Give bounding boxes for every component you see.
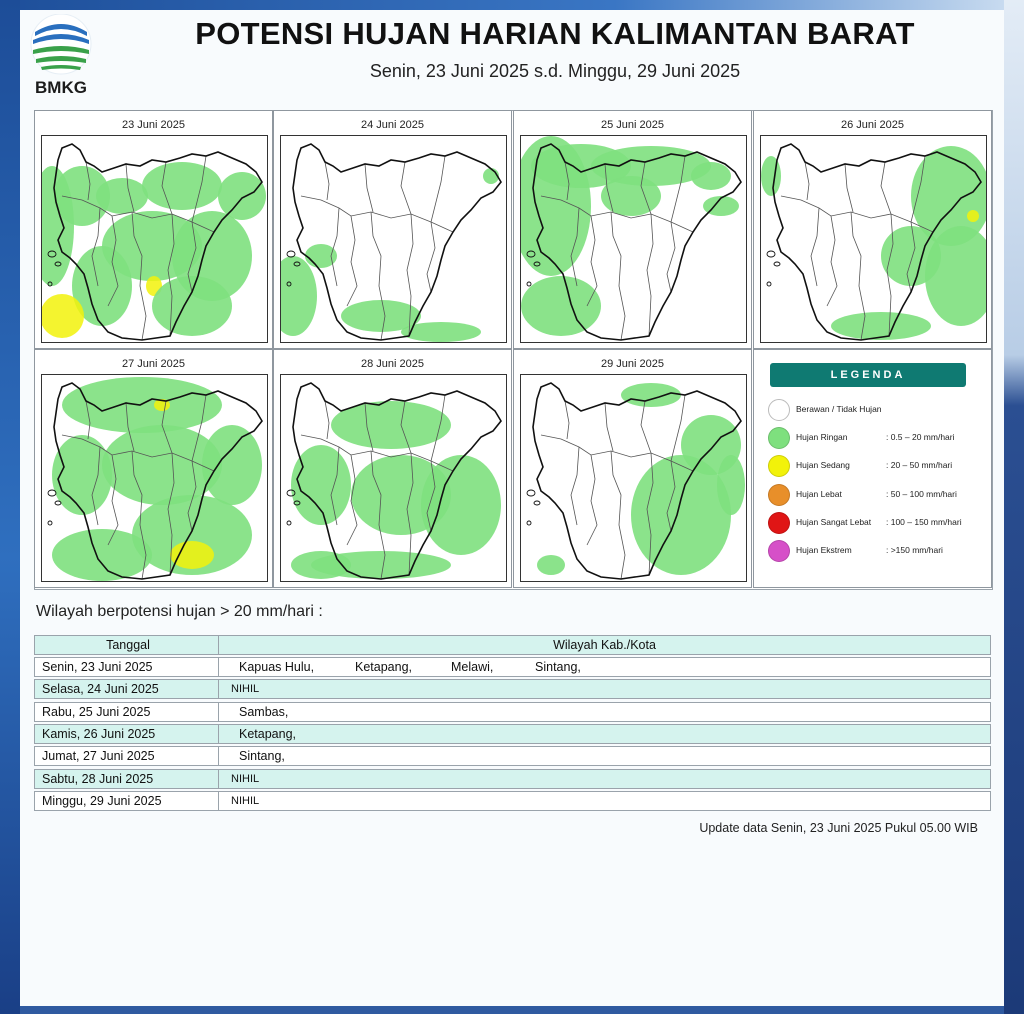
row-date: Jumat, 27 Juni 2025 (34, 746, 222, 766)
legend-item-ringan (768, 427, 990, 449)
rain-area-ringan (96, 178, 148, 214)
legend-range: : >150 mm/hari (886, 545, 943, 555)
area-name: Kapuas Hulu, (239, 660, 315, 674)
regency-border (431, 156, 445, 222)
legend-box (753, 349, 992, 588)
row-areas (218, 746, 991, 766)
legend-item-sedang (768, 455, 990, 477)
legend-name: Berawan / Tidak Hujan (796, 404, 882, 414)
page-subtitle: Senin, 23 Juni 2025 s.d. Minggu, 29 Juni 2025 (369, 61, 741, 81)
rain-area-ringan (421, 455, 501, 555)
area-name: Ketapang, (355, 660, 412, 674)
rain-area-ringan (218, 172, 266, 220)
regency-border (647, 214, 653, 336)
island-outline (287, 251, 295, 257)
legend-swatch (768, 427, 790, 449)
legend-swatch (768, 455, 790, 477)
map-panel-day-3[interactable] (513, 110, 752, 349)
table-row (34, 679, 991, 699)
map-panel-day-7[interactable] (513, 349, 752, 588)
island-outline (55, 501, 61, 505)
regency-border (331, 208, 339, 286)
regency-border (667, 222, 675, 292)
regency-border (611, 451, 625, 579)
legend-title: LEGENDA (770, 363, 966, 387)
map-panel-day-6[interactable] (273, 349, 512, 588)
row-date: Sabtu, 28 Juni 2025 (34, 769, 222, 789)
rain-map (520, 374, 747, 582)
table-row (34, 769, 991, 789)
area-name: Ketapang, (239, 726, 296, 741)
island-outline (527, 490, 535, 496)
map-date-label: 25 Juni 2025 (601, 119, 664, 131)
map-date-label: 28 Juni 2025 (361, 358, 424, 370)
table-row (34, 746, 991, 766)
area-name: Sambas, (239, 704, 289, 719)
rain-area-ringan (761, 156, 781, 196)
island-outline (527, 521, 531, 525)
rain-area-ringan (691, 162, 731, 190)
island-outline (48, 490, 56, 496)
row-date: Kamis, 26 Juni 2025 (34, 724, 222, 744)
row-areas (218, 657, 991, 677)
map-date-label: 27 Juni 2025 (122, 358, 185, 370)
regency-border (805, 162, 809, 200)
nihil-text: NIHIL (231, 794, 260, 807)
island-outline (534, 501, 540, 505)
header-wilayah: Wilayah Kab./Kota (218, 635, 991, 655)
regency-border (325, 162, 329, 200)
legend-item-berawan (768, 399, 990, 421)
row-date: Minggu, 29 Juni 2025 (34, 791, 222, 811)
rain-area-ringan (717, 455, 745, 515)
rain-area-ringan (831, 312, 931, 340)
rain-area-ringan (62, 377, 222, 433)
table-row (34, 724, 991, 744)
area-name: Sintang, (535, 660, 581, 674)
bmkg-logo-icon (28, 14, 94, 78)
legend-range: : 100 – 150 mm/hari (886, 517, 962, 527)
row-areas (218, 679, 991, 699)
bmkg-logo-text: BMKG (35, 78, 87, 97)
rain-area-ringan (621, 383, 681, 407)
legend-name: Hujan Ekstrem (796, 545, 852, 555)
legend-swatch (768, 484, 790, 506)
rain-area-sedang (170, 541, 214, 569)
rain-map (280, 374, 507, 582)
map-date-label: 24 Juni 2025 (361, 119, 424, 131)
map-panel-day-1[interactable] (34, 110, 273, 349)
map-date-label: 26 Juni 2025 (841, 119, 904, 131)
background-left-band (0, 0, 20, 1014)
regency-border (605, 403, 613, 451)
map-date-label: 29 Juni 2025 (601, 358, 664, 370)
rain-map (41, 374, 268, 582)
regency-border (641, 401, 651, 453)
nihil-text: NIHIL (231, 772, 260, 785)
rain-area-ringan (152, 276, 232, 336)
row-areas (218, 791, 991, 811)
legend-item-lebat (768, 484, 990, 506)
update-note: Update data Senin, 23 Juni 2025 Pukul 05.00 WIB (699, 821, 978, 835)
legend-range: : 50 – 100 mm/hari (886, 489, 957, 499)
nihil-text: NIHIL (231, 683, 260, 696)
rain-area-ringan (601, 176, 661, 216)
rain-area-ringan (52, 529, 152, 581)
legend-name: Hujan Ringan (796, 432, 848, 442)
regency-border (401, 162, 411, 214)
regency-border (365, 164, 373, 212)
header-tanggal: Tanggal (34, 635, 222, 655)
rain-area-ringan (537, 555, 565, 575)
rain-map (520, 135, 747, 343)
legend-range: : 20 – 50 mm/hari (886, 460, 953, 470)
rain-area-sedang (967, 210, 979, 222)
island-outline (767, 282, 771, 286)
map-panel-day-4[interactable] (753, 110, 992, 349)
regency-border (845, 164, 853, 212)
legend-name: Hujan Sangat Lebat (796, 517, 872, 527)
island-outline (527, 282, 531, 286)
table-row (34, 791, 991, 811)
regency-border (565, 401, 569, 439)
rain-area-ringan (521, 276, 601, 336)
rain-map (41, 135, 268, 343)
row-areas (218, 769, 991, 789)
legend-swatch (768, 512, 790, 534)
rain-area-sedang (41, 294, 84, 338)
table-row (34, 657, 991, 677)
legend-swatch (768, 399, 790, 421)
regency-border (325, 401, 329, 439)
regency-border (881, 162, 891, 214)
background-right-band (1004, 0, 1024, 1014)
rain-map (280, 135, 507, 343)
area-name: Sintang, (239, 749, 285, 764)
regency-border (587, 455, 597, 545)
regency-border (827, 216, 837, 306)
table-header-row (34, 635, 991, 655)
legend-swatch (768, 540, 790, 562)
regency-border (347, 216, 357, 306)
row-areas (218, 724, 991, 744)
row-areas (218, 702, 991, 722)
legend-range: : 0.5 – 20 mm/hari (886, 432, 955, 442)
rain-area-ringan (142, 162, 222, 210)
map-date-label: 23 Juni 2025 (122, 119, 185, 131)
row-date: Rabu, 25 Juni 2025 (34, 702, 222, 722)
section-label: Wilayah berpotensi hujan > 20 mm/hari : (36, 603, 323, 620)
legend-item-ekstrem (768, 540, 990, 562)
rain-map (760, 135, 987, 343)
regency-border (571, 447, 579, 525)
row-date: Senin, 23 Juni 2025 (34, 657, 222, 677)
bmkg-logo (28, 14, 94, 100)
regency-border (611, 212, 625, 340)
regency-border (811, 208, 819, 286)
regency-border (427, 222, 435, 292)
legend-item-sangat-lebat (768, 512, 990, 534)
area-name: Melawi, (451, 660, 494, 674)
map-panel-day-5[interactable] (34, 349, 273, 588)
island-outline (48, 521, 52, 525)
regency-border (301, 196, 453, 232)
rain-area-ringan (202, 425, 262, 505)
row-date: Selasa, 24 Juni 2025 (34, 679, 222, 699)
legend-name: Hujan Sedang (796, 460, 850, 470)
rain-area-ringan (305, 244, 337, 268)
page-title: POTENSI HUJAN HARIAN KALIMANTAN BARAT (195, 16, 915, 51)
island-outline (774, 262, 780, 266)
rain-area-ringan (280, 256, 317, 336)
map-panel-day-2[interactable] (273, 110, 512, 349)
island-outline (767, 251, 775, 257)
legend-name: Hujan Lebat (796, 489, 842, 499)
table-row (34, 702, 991, 722)
island-outline (287, 521, 291, 525)
